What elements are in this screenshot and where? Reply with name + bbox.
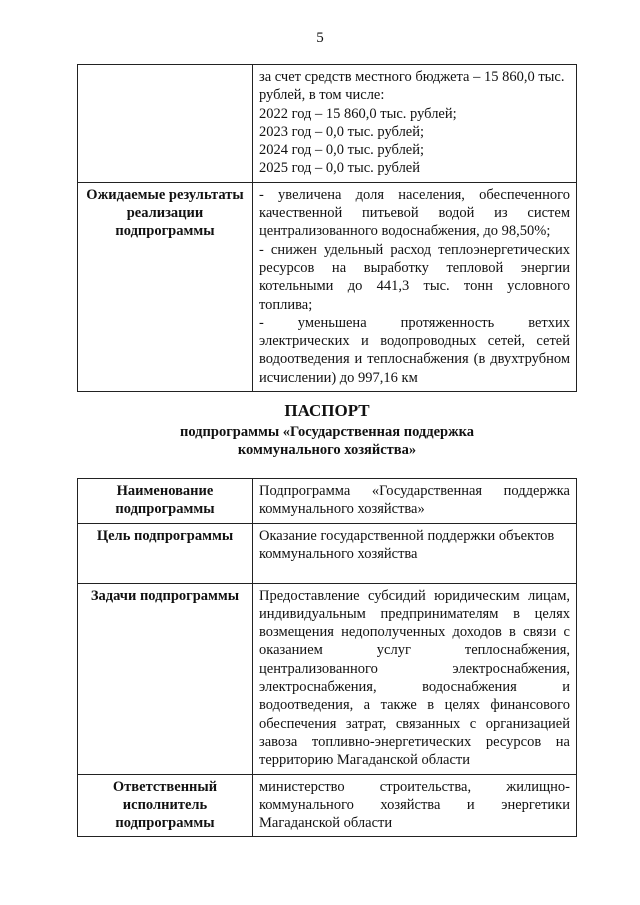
results-line: - увеличена доля населения, обеспеченного bbox=[259, 186, 570, 203]
funding-line: 2024 год – 0,0 тыс. рублей; bbox=[259, 142, 425, 159]
funding-line: 2025 год – 0,0 тыс. рублей bbox=[259, 160, 421, 177]
value-line: централизованного электроснабжения, bbox=[259, 660, 570, 677]
funding-results-table bbox=[77, 64, 577, 392]
passport-table bbox=[77, 478, 577, 837]
funding-line: 2023 год – 0,0 тыс. рублей; bbox=[259, 123, 425, 140]
results-line: топлива; bbox=[259, 296, 313, 313]
results-line: котельными до 441,3 тыс. тонн условного bbox=[259, 278, 570, 295]
value-line: коммунального хозяйства bbox=[259, 545, 418, 562]
value-line: возмещения недополученных доходов в связи с bbox=[259, 624, 570, 641]
value-line: завоза топливно-энергетических ресурсов на bbox=[259, 733, 570, 750]
value-line: Подпрограмма «Государственная поддержка bbox=[259, 483, 570, 499]
funding-line: за счет средств местного бюджета – 15 860,0 тыс. bbox=[259, 69, 565, 85]
row-value bbox=[253, 523, 577, 583]
table-row bbox=[78, 583, 577, 774]
value-line: оказанием услуг теплоснабжения, bbox=[259, 642, 570, 659]
value-line: коммунального хозяйства и энергетики bbox=[259, 796, 570, 813]
funding-line: 2022 год – 15 860,0 тыс. рублей; bbox=[259, 105, 457, 122]
results-cell bbox=[253, 182, 577, 391]
row-value bbox=[253, 479, 577, 524]
results-line: ресурсов на выработку тепловой энергии bbox=[259, 259, 570, 276]
row-label: Ответственный исполнитель подпрограммы bbox=[78, 774, 253, 837]
row-value bbox=[253, 774, 577, 837]
results-line: качественной питьевой водой из систем bbox=[259, 205, 570, 222]
table-row bbox=[78, 523, 577, 583]
value-line: Предоставление субсидий юридическим лицам, bbox=[259, 587, 570, 604]
row-label: Наименование подпрограммы bbox=[78, 479, 253, 524]
table-row bbox=[78, 182, 577, 391]
table-row bbox=[78, 774, 577, 837]
empty-label-cell bbox=[78, 65, 253, 183]
passport-subheading bbox=[77, 423, 577, 459]
passport-subheading-text: подпрограммы «Государственная поддержка коммунального хозяйства» bbox=[180, 424, 474, 458]
value-line: электроснабжения, водоснабжения и bbox=[259, 679, 570, 696]
results-line: электрических и водопроводных сетей, сетей bbox=[259, 333, 570, 350]
value-line: территорию Магаданской области bbox=[259, 752, 471, 769]
row-label: Задачи подпрограммы bbox=[78, 583, 253, 774]
value-line: водоотведения, а также в целях финансового bbox=[259, 697, 570, 714]
row-value bbox=[253, 583, 577, 774]
results-line: централизованного водоснабжения, до 98,50%; bbox=[259, 223, 551, 240]
value-line: обеспечения затрат, связанных с организацией bbox=[259, 715, 570, 732]
results-label: Ожидаемые результаты реализации подпрограммы bbox=[78, 182, 253, 391]
value-line: Оказание государственной поддержки объектов bbox=[259, 527, 555, 544]
table-row bbox=[78, 479, 577, 524]
funding-line: рублей, в том числе: bbox=[259, 87, 385, 104]
funding-cell bbox=[253, 65, 577, 183]
value-line: коммунального хозяйства» bbox=[259, 501, 425, 518]
results-line: - снижен удельный расход теплоэнергетических bbox=[259, 241, 570, 258]
results-line: - уменьшена протяженность ветхих bbox=[259, 314, 570, 331]
table-row bbox=[78, 65, 577, 183]
page-number: 5 bbox=[316, 30, 324, 46]
results-line: водоотведения и теплоснабжения (в двухтрубном bbox=[259, 351, 570, 368]
value-line: индивидуальным предпринимателям в целях bbox=[259, 605, 570, 622]
results-line: исчислении) до 997,16 км bbox=[259, 369, 418, 386]
value-line: министерство строительства, жилищно- bbox=[259, 778, 570, 795]
row-label: Цель подпрограммы bbox=[78, 523, 253, 583]
value-line: Магаданской области bbox=[259, 815, 393, 832]
passport-heading: ПАСПОРТ bbox=[284, 401, 370, 420]
